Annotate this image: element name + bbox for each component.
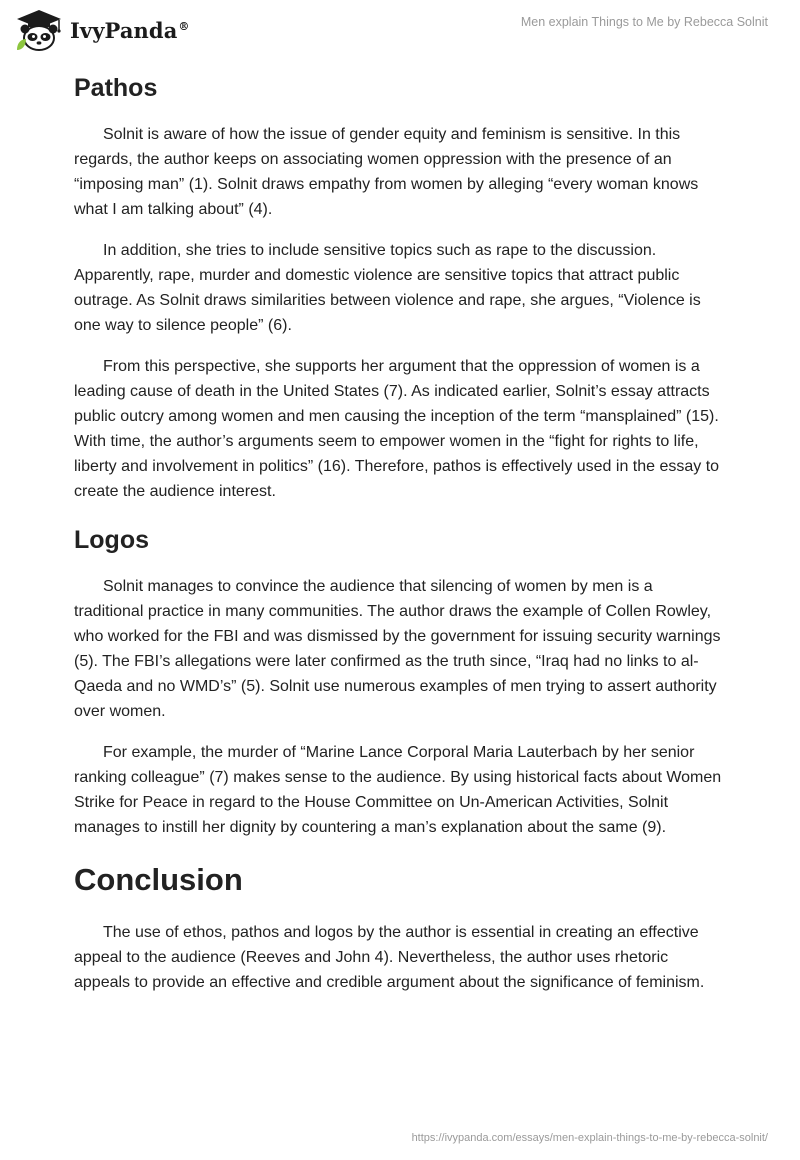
panda-logo-icon: [14, 8, 64, 52]
logo-text: IvyPanda®: [70, 17, 190, 43]
registered-mark: ®: [178, 19, 190, 33]
paragraph: In addition, she tries to include sensitive topics such as rape to the discussion. Apparently, rape, murder and domestic violence are sensitive topics that attract public outrage. As Solnit draws similarities between violence and rape, she argues, “Violence is one way to silence people” (6).: [74, 242, 701, 334]
document-title: Men explain Things to Me by Rebecca Solnit: [520, 15, 768, 29]
paragraph: Solnit manages to convince the audience that silencing of women by men is a traditional practice in many communities. The author draws the example of Collen Rowley, who worked for the FBI and was dismissed by the government for issuing security warnings (5). The FBI’s allegations were later confirmed as the truth since, “Iraq had no links to al-Qaeda and no WMD’s” (5). Solnit use numerous examples of men trying to assert authority over women.: [74, 578, 721, 720]
paragraph: Solnit is aware of how the issue of gender equity and feminism is sensitive. In this regards, the author keeps on associating women oppression with the presence of an “imposing man” (1). Solnit draws empathy from women by alleging “every woman knows what I am talking about” (4).: [74, 126, 699, 218]
page-header: [0, 0, 800, 60]
paragraph: From this perspective, she supports her argument that the oppression of women is a leading cause of death in the United States (7). As indicated earlier, Solnit’s essay attracts public outcry among women and men causing the inception of the term “mansplained” (15). With time, the author’s arguments seem to empower women in the “fight for rights to life, liberty and involvement in politics” (16). Therefore, pathos is effectively used in the essay to create the audience interest.: [74, 358, 720, 500]
section-heading-logos: Logos: [74, 526, 149, 554]
ivypanda-logo[interactable]: [14, 8, 190, 52]
paragraph: The use of ethos, pathos and logos by the author is essential in creating an effective appeal to the audience (Reeves and John 4). Nevertheless, the author uses rhetoric appeals to provide an effective and credible argument about the significance of feminism.: [74, 924, 705, 991]
section-heading-conclusion: Conclusion: [74, 862, 243, 897]
source-url-link[interactable]: https://ivypanda.com/essays/men-explain-things-to-me-by-rebecca-solnit/: [411, 1132, 768, 1144]
essay-content: [74, 70, 724, 995]
section-heading-pathos: Pathos: [74, 74, 158, 102]
paragraph: For example, the murder of “Marine Lance Corporal Maria Lauterbach by her senior ranking colleague” (7) makes sense to the audience. By using historical facts about Women Strike for Peace in regard to the House Committee on Un-American Activities, Solnit manages to instill her dignity by countering a man’s explanation about the same (9).: [74, 744, 722, 836]
